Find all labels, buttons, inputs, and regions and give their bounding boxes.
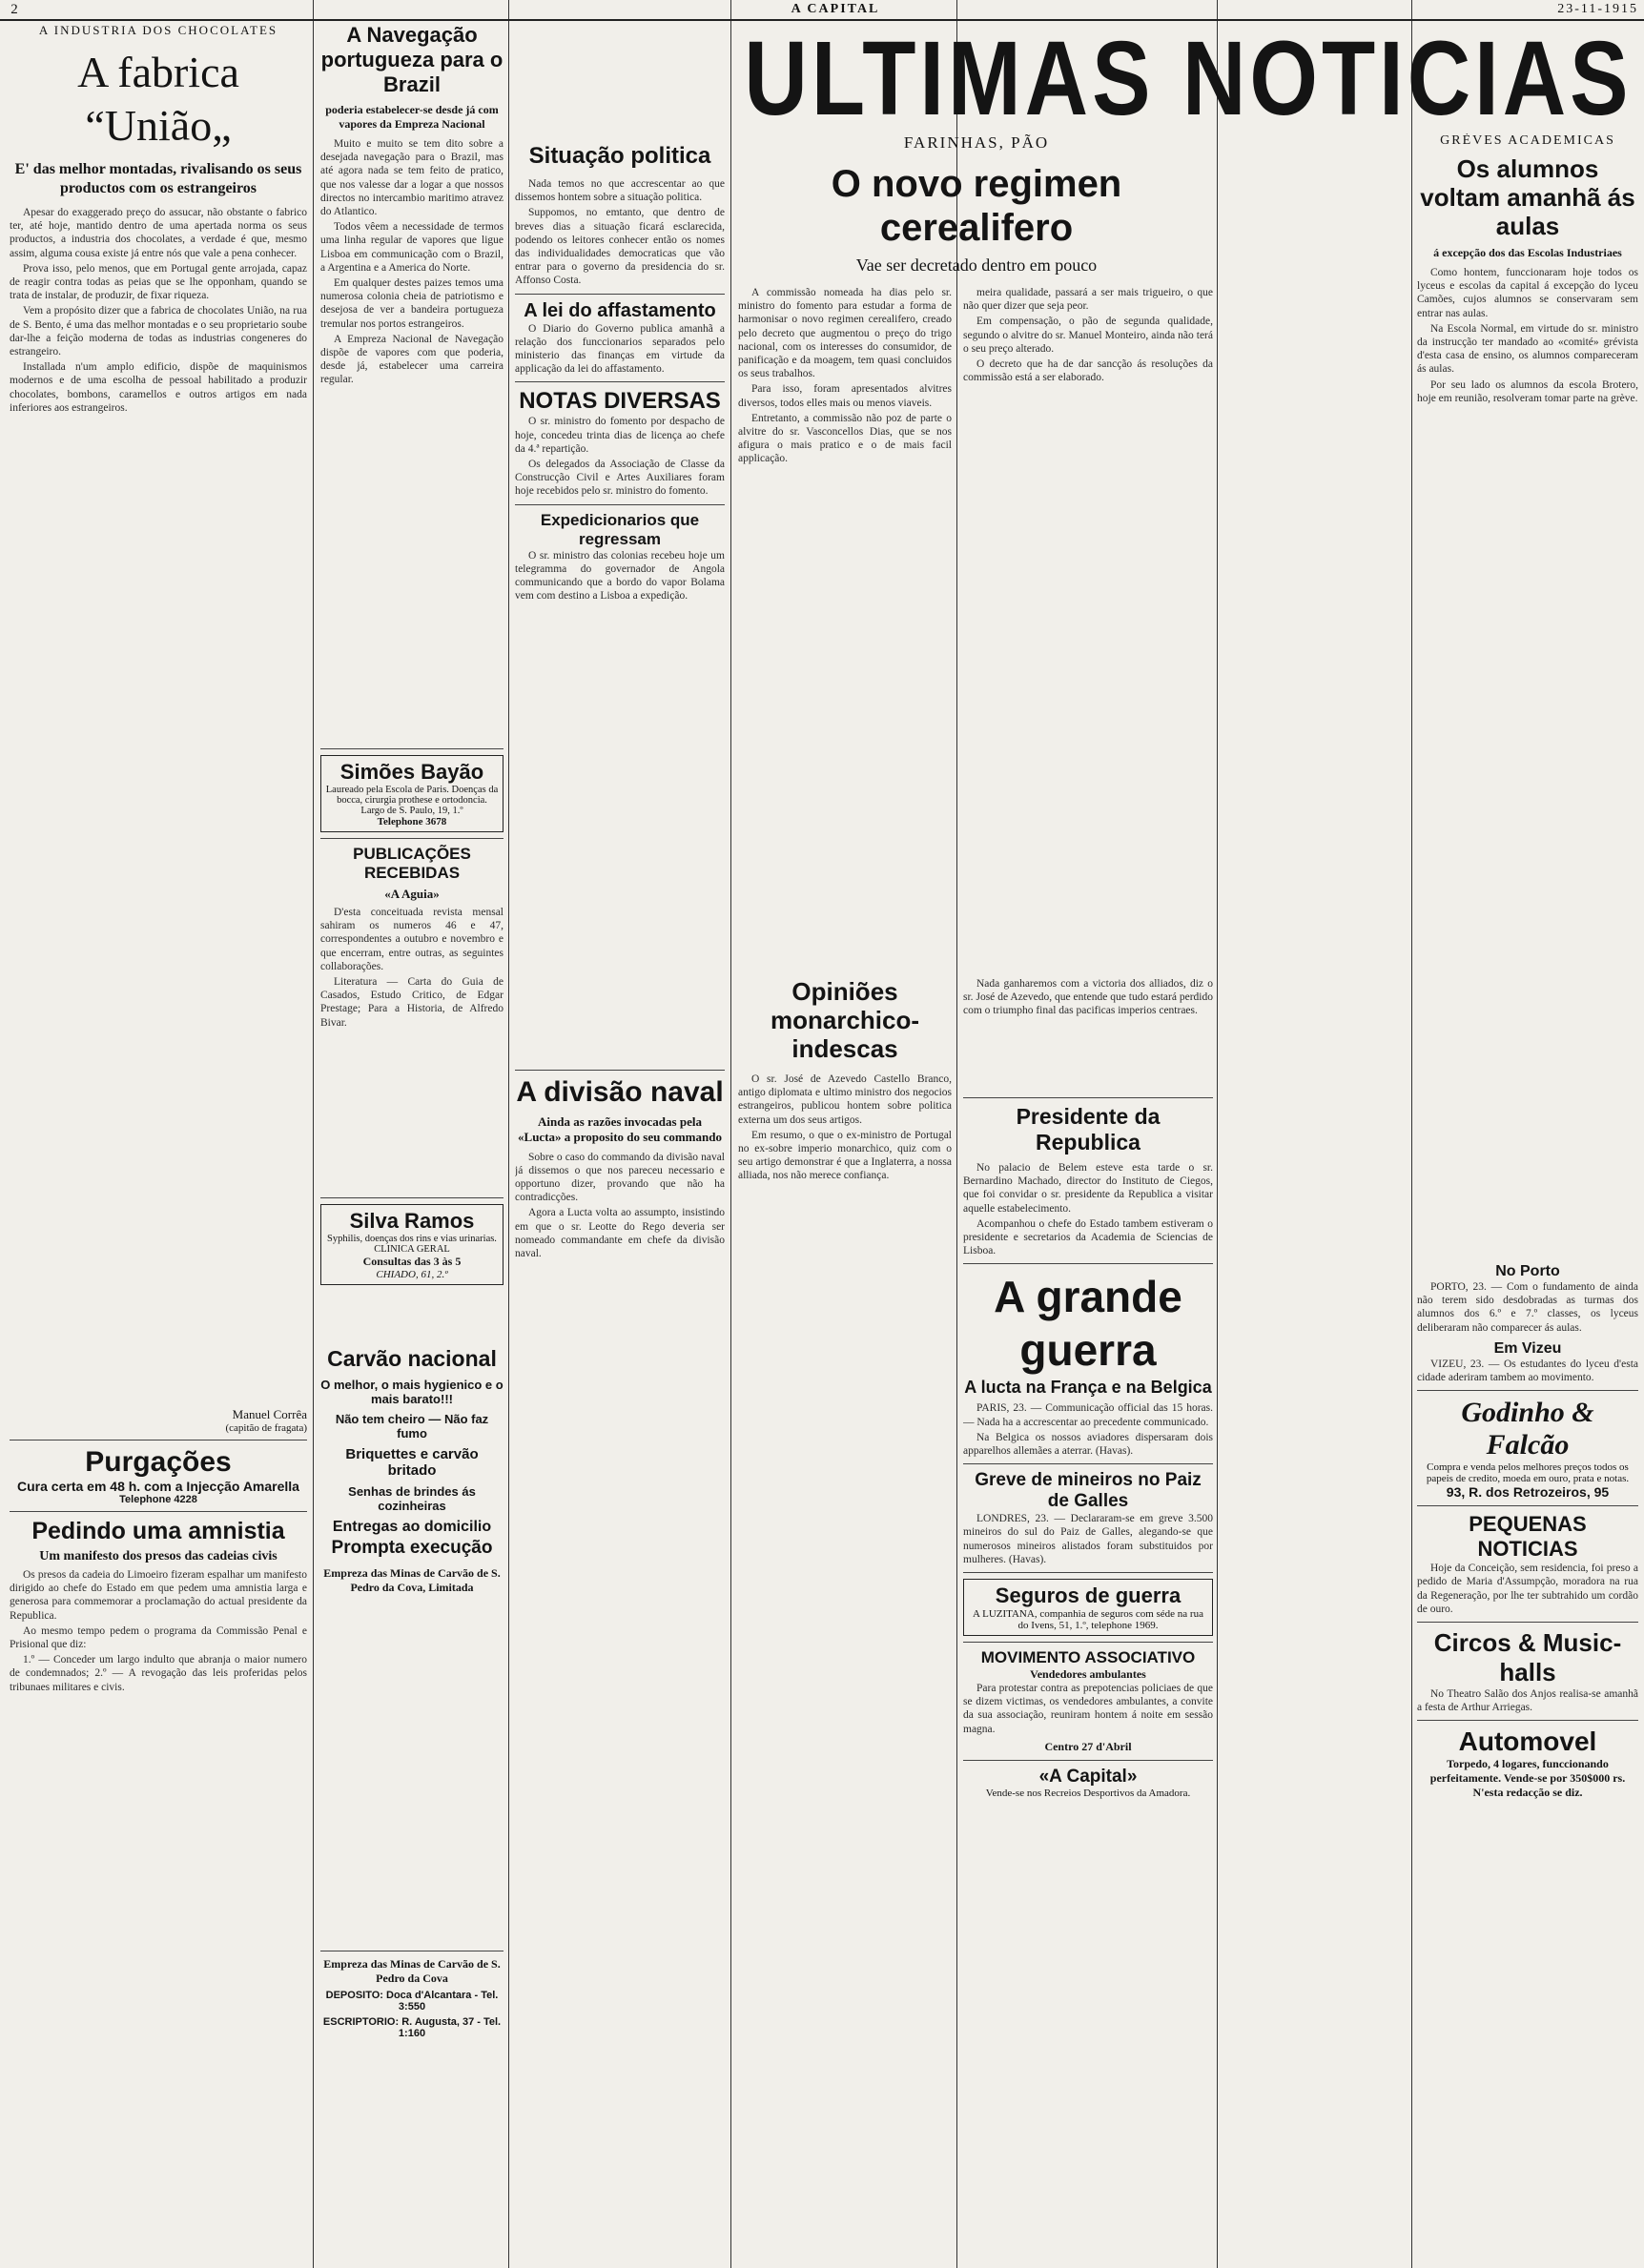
ad-line: Não tem cheiro — Não faz fumo bbox=[335, 1412, 489, 1440]
paragraph: Literatura — Carta do Guia de Casados, Estudo Critico, de Edgar Prestage; Para a Historia, de Alfredo Bivar. bbox=[320, 976, 503, 1029]
opinioes-section bbox=[738, 977, 952, 2255]
article-kicker: GRÈVES ACADEMICAS bbox=[1440, 133, 1615, 148]
paragraph: Os presos da cadeia do Limoeiro fizeram espalhar um manifesto dirigido ao chefe do Estado em que pedem uma amnistia larga e generosa para commemorar a proclamação do actual presidente da Republica. bbox=[10, 1569, 307, 1622]
paragraph: O Diario do Governo publica amanhã a relação dos funccionarios separados pelo ministerio das finanças em virtude da applicação da lei do affastamento. bbox=[515, 322, 725, 376]
paragraph: Installada n'um amplo edificio, dispõe de maquinismos modernos e de uma escolha de pessoal habilitado a produzir chocolates, bombons, caramellos e outros artigos em nada inferiores aos estrangeiros. bbox=[10, 361, 307, 414]
cereal-article-header bbox=[738, 133, 1215, 276]
paragraph: O sr. José de Azevedo Castello Branco, antigo diplomata e ultimo ministro dos negocios estrangeiros, publicou hontem sobre politica externa um dos seus artigos. bbox=[738, 1073, 952, 1126]
ad-office: ESCRIPTORIO: R. Augusta, 37 - Tel. 1:160 bbox=[322, 2016, 502, 2039]
ad-automovel-title: Automovel bbox=[1458, 1727, 1597, 1757]
column-5-lower bbox=[963, 977, 1213, 2259]
paragraph: Agora a Lucta volta ao assumpto, insistindo em que o sr. Leotte do Rego deveria ser nomeado commandante em chefe da divisão naval. bbox=[515, 1207, 725, 1260]
ad-title: Simões Bayão bbox=[339, 760, 484, 784]
section-title: No Porto bbox=[1495, 1263, 1560, 1279]
ad-body: Compra e venda pelos melhores preços todos os papeis de credito, moeda em ouro, prata e notas. bbox=[1426, 1461, 1630, 1485]
paragraph: LONDRES, 23. — Declararam-se em greve 3.500 mineiros do sul do Paiz de Galles, alegando-se que numerosos mineiros alistados foram substituidos por mulheres. (Havas). bbox=[963, 1513, 1213, 1565]
ad-line: Entregas ao domicilio bbox=[332, 1519, 492, 1535]
section-title: Em Vizeu bbox=[1493, 1339, 1562, 1357]
section-sub: Centro 27 d'Abril bbox=[1044, 1739, 1132, 1753]
paragraph: Ao mesmo tempo pedem o programa da Commissão Penal e Prisional que diz: bbox=[10, 1624, 307, 1651]
section-title: Situação politica bbox=[528, 143, 711, 169]
ad-title: Silva Ramos bbox=[349, 1209, 475, 1233]
signature: Manuel Corrêa bbox=[232, 1407, 307, 1421]
ad-purgacoes-title: Purgações bbox=[85, 1446, 232, 1478]
paragraph: D'esta conceituada revista mensal sahiram os numeros 46 e 47, correspondentes a outubro e novembro e que encerram, entre outras, as seguintes collaborações. bbox=[320, 907, 503, 972]
ad-line: Senhas de brindes ás cozinheiras bbox=[348, 1484, 476, 1513]
ad-address: CHIADO, 61, 2.º bbox=[376, 1269, 448, 1280]
ad-body: Torpedo, 4 logares, funccionando perfeitamente. Vende-se por 350$000 rs. N'esta redacção se diz. bbox=[1429, 1757, 1626, 1800]
paragraph: O decreto que ha de dar sancção ás resoluções da commissão está a ser elaborado. bbox=[963, 358, 1213, 384]
ad-body: Syphilis, doenças dos rins e vias urinarias. CLINICA GERAL bbox=[327, 1234, 497, 1255]
section-title: MOVIMENTO ASSOCIATIVO bbox=[980, 1648, 1196, 1667]
ad-body: Laureado pela Escola de Paris. Doenças da bocca, cirurgia prothese e ortodoncia. Largo de S. Paulo, 19, 1.º bbox=[325, 785, 499, 816]
paragraph: VIZEU, 23. — Os estudantes do lyceu d'esta cidade aderiram tambem ao movimento. bbox=[1417, 1358, 1638, 1384]
ad-purgacoes-body: Cura certa em 48 h. com a Injecção Amarella bbox=[17, 1479, 299, 1494]
paragraph: Vem a propósito dizer que a fabrica de chocolates União, na rua de S. Bento, é uma das melhor montadas e o seu proprietario soube dar-lhe a feição moderna de todas as industrias congeneres do estrangeiro. bbox=[10, 305, 307, 358]
section-body bbox=[963, 1161, 1213, 1257]
signature-note: (capitão de fragata) bbox=[225, 1422, 307, 1434]
section-body bbox=[738, 1073, 952, 1183]
section-deck: Um manifesto dos presos das cadeias civis bbox=[39, 1549, 277, 1563]
paragraph: Como hontem, funccionaram hoje todos os lyceus e escolas da capital á excepção do lyceu Camões, cujos alumnos se conservaram sem entrar nas aulas. bbox=[1417, 267, 1638, 319]
paragraph: 1.º — Conceder um largo indulto que abranja o maior numero de condemnados; 2.º — A revogação das leis proferidas pelos tribunaes militares e civis. bbox=[10, 1654, 307, 1693]
paragraph: Nada temos no que accrescentar ao que dissemos hontem sobre a situação politica. bbox=[515, 178, 725, 204]
section-body bbox=[963, 1682, 1213, 1736]
paragraph: Todos vêem a necessidade de termos uma linha regular de vapores que ligue Lisboa em communicação com o Brazil, a Argentina e a America do Norte. bbox=[320, 221, 503, 274]
article-kicker: A INDUSTRIA DOS CHOCOLATES bbox=[38, 23, 278, 37]
ad-godinho-falcao-title: Godinho & Falcão bbox=[1461, 1397, 1594, 1461]
paragraph: Para isso, foram apresentados alvitres diversos, todos elles mais ou menos viaveis. bbox=[738, 383, 952, 409]
paragraph: Muito e muito se tem dito sobre a desejada navegação para o Brazil, mas até agora nada se tem feito de pratico, que nos valesse dar a logar a que nossos directos no intercambio maritimo atravez do Atlantico. bbox=[320, 138, 503, 218]
section-body bbox=[963, 1512, 1213, 1566]
paragraph: Suppomos, no emtanto, que dentro de breves dias a situação ficará esclarecida, podendo os leitores conhecer então os nomes das individualidades democraticas que vão entrar para o governo da presidencia do sr. Affonso Costa. bbox=[515, 207, 725, 287]
section-body bbox=[515, 177, 725, 288]
column-2-bottom bbox=[320, 1945, 503, 2259]
issue-date: 23-11-1915 bbox=[1557, 2, 1638, 16]
article-deck: Vae ser decretado dentro em pouco bbox=[855, 255, 1098, 275]
section-title: Presidente da Republica bbox=[1016, 1104, 1161, 1154]
section-body bbox=[515, 549, 725, 1064]
cereal-article-body bbox=[738, 286, 952, 953]
section-body bbox=[1417, 1358, 1638, 1384]
column-2 bbox=[320, 23, 503, 1338]
paragraph: No palacio de Belem esteve esta tarde o sr. Bernardino Machado, director do Instituto de Ciegos, que foi convidar o sr. presidente da Republica a visitar aquelle estabelecimento. bbox=[963, 1162, 1213, 1215]
ad-body: Vende-se nos Recreios Desportivos da Amadora. bbox=[985, 1787, 1191, 1799]
paragraph: meira qualidade, passará a ser mais trigueiro, o que não quer dizer que seja peor. bbox=[963, 287, 1213, 313]
ad-phone: Telephone 3678 bbox=[377, 816, 447, 828]
paragraph: No Theatro Salão dos Anjos realisa-se amanhã a festa de Arthur Arriegas. bbox=[1417, 1688, 1638, 1714]
section-title: A divisão naval bbox=[516, 1075, 724, 1108]
ad-deposit: DEPOSITO: Doca d'Alcantara - Tel. 3:550 bbox=[325, 1990, 499, 2013]
section-body bbox=[1417, 1280, 1638, 1335]
paragraph: Os delegados da Associação de Classe da Construcção Civil e Artes Auxiliares foram hoje recebidos pelo sr. ministro do fomento. bbox=[515, 459, 725, 498]
paragraph: Na Belgica os nossos aviadores dispersaram dois apparelhos allemães a aterrar. (Havas). bbox=[963, 1431, 1213, 1458]
column-6 bbox=[1417, 133, 1638, 2264]
cereal-article-continued bbox=[963, 286, 1213, 953]
paragraph: Em compensação, o pão de segunda qualidade, segundo o alvitre do sr. Manuel Monteiro, ainda não terá o seu preço alterado. bbox=[963, 316, 1213, 355]
paragraph: Em qualquer destes paizes temos uma numerosa colonia cheia de patriotismo e desejosa de ver a bandeira portugueza tremular nos portos estrangeiros. bbox=[320, 277, 503, 330]
ad-simoes-bayao bbox=[320, 755, 503, 832]
section-deck: Ainda as razões invocadas pela «Lucta» a proposito do seu commando bbox=[518, 1114, 722, 1144]
article-title: A fabrica “União„ bbox=[77, 48, 239, 150]
ad-line: O melhor, o mais hygienico e o mais barato!!! bbox=[320, 1378, 503, 1406]
section-title: Pedindo uma amnistia bbox=[31, 1518, 285, 1544]
section-body bbox=[10, 1568, 307, 1694]
section-title: Expedicionarios que regressam bbox=[540, 510, 700, 548]
article-body bbox=[10, 206, 307, 1379]
paragraph: A commissão nomeada ha dias pelo sr. ministro do fomento para estudar a forma de harmonisar o novo regimen cerealifero, creado pelo decreto que augmentou o preço do trigo nacional, com os interesses do consumidor, de panificação e da moagem, tem quasi concluidos os seus trabalhos. bbox=[738, 287, 952, 380]
section-body bbox=[963, 1401, 1213, 1458]
article-body bbox=[320, 137, 503, 743]
article-kicker: FARINHAS, PÃO bbox=[903, 133, 1050, 152]
ad-silva-ramos bbox=[320, 1204, 503, 1285]
section-sub: Vendedores ambulantes bbox=[1030, 1667, 1146, 1682]
paragraph: Entretanto, a commissão não poz de parte o alvitre do sr. Vasconcellos Dias, que se nos afigura o mais pratico e o de mais facil applicação. bbox=[738, 412, 952, 465]
paragraph: Prova isso, pelo menos, que em Portugal gente arrojada, capaz de reagir contra todas as peias que se lhe opponham, quando se trata de instalar, de produzir, de fixar riqueza. bbox=[10, 262, 307, 302]
ad-hours: Consultas das 3 às 5 bbox=[362, 1255, 462, 1268]
column-1 bbox=[10, 23, 307, 2263]
section-title: PEQUENAS NOTICIAS bbox=[1469, 1512, 1587, 1562]
article-deck: á excepção dos das Escolas Industriaes bbox=[1433, 246, 1622, 259]
page-number: 2 bbox=[10, 2, 20, 17]
section-title: NOTAS DIVERSAS bbox=[519, 388, 721, 415]
section-body bbox=[1417, 1562, 1638, 1616]
section-title: Opiniões monarchico-indescas bbox=[770, 977, 920, 1063]
paragraph: Por seu lado os alumnos da escola Brotero, hoje em reunião, resolveram tomar parte na grève. bbox=[1417, 378, 1638, 404]
paper-name: A CAPITAL bbox=[791, 2, 880, 16]
ad-title: Carvão nacional bbox=[327, 1346, 497, 1371]
paragraph: O sr. ministro das colonias recebeu hoje um telegramma do governador de Angola communicando que a bordo do vapor Bolama vem com destino a Lisboa a expedição. bbox=[515, 549, 725, 603]
ad-address: 93, R. dos Retrozeiros, 95 bbox=[1446, 1484, 1610, 1501]
section-body bbox=[320, 906, 503, 1192]
ad-title: «A Capital» bbox=[1038, 1766, 1138, 1787]
paragraph: PARIS, 23. — Communicação official das 15 horas. — Nada ha a accrescentar ao precedente communicado. bbox=[963, 1402, 1213, 1428]
article-title: A Navegação portugueza para o Brazil bbox=[320, 23, 503, 96]
section-body bbox=[1417, 1687, 1638, 1714]
ad-line: Prompta execução bbox=[331, 1538, 493, 1558]
section-sub: «A Aguia» bbox=[384, 887, 440, 901]
article-deck: poderia estabelecer-se desde já com vapores da Empreza Nacional bbox=[325, 103, 499, 131]
ad-carvao-nacional bbox=[320, 1346, 503, 1937]
paragraph: A Empreza Nacional de Navegação dispõe de vapores com que poderia, desde já, estabelecer uma carreira regular. bbox=[320, 333, 503, 386]
paragraph: PORTO, 23. — Com o fundamento de ainda não terem sido desdobradas as turmas dos alumnos dos 6.º e 7.º classes, os lyceus deliberaram não comparecer ás aulas. bbox=[1417, 1281, 1638, 1334]
ad-title: Empreza das Minas de Carvão de S. Pedro da Cova bbox=[323, 1957, 501, 1985]
column-3 bbox=[515, 143, 725, 2259]
section-title: Circos & Music-halls bbox=[1433, 1628, 1622, 1687]
paragraph: Acompanhou o chefe do Estado tambem estiveram o presidente e secretarios da Academia de Sciencias de Lisboa. bbox=[963, 1217, 1213, 1257]
ultimas-noticias-banner: ULTIMAS NOTICIAS bbox=[744, 20, 1633, 138]
ad-title: Seguros de guerra bbox=[995, 1584, 1182, 1608]
paragraph: Na Escola Normal, em virtude do sr. ministro da instrucção ter mandado ao «comité» grévista d'esta casa de ensino, os alumnos compareceram ás aulas. bbox=[1417, 322, 1638, 376]
ad-purgacoes-phone: Telephone 4228 bbox=[119, 1494, 197, 1505]
ad-line: Empreza das Minas de Carvão de S. Pedro da Cova, Limitada bbox=[323, 1566, 501, 1594]
ad-body: A LUZITANA, companhia de seguros com séde na rua do Ivens, 51, 1.º, telephone 1969. bbox=[973, 1608, 1203, 1632]
paragraph: Apesar do exaggerado preço do assucar, não obstante o fabrico ter, até hoje, mantido dentro de uma apertada norma os seus productos, a industria dos chocolates, a verdade é que, mesmo assim, alguma cousa existe já entre nós que vale a pena conhecer. bbox=[10, 207, 307, 259]
article-title: O novo regimen cerealifero bbox=[831, 163, 1122, 249]
ad-line: Briquettes e carvão britado bbox=[345, 1446, 479, 1479]
section-body bbox=[515, 1151, 725, 1261]
paragraph: Sobre o caso do commando da divisão naval já dissemos o que nos pareceu necessario e opportuno dizer, provando que não ha contradicções. bbox=[515, 1151, 725, 1204]
paragraph: O sr. ministro do fomento por despacho de hoje, concedeu trinta dias de licença ao chefe da 4.ª repartição. bbox=[515, 416, 725, 455]
section-title: Greve de mineiros no Paiz de Galles bbox=[975, 1470, 1202, 1512]
grande-guerra-banner: A grande guerra bbox=[994, 1272, 1182, 1376]
section-body bbox=[515, 415, 725, 498]
paragraph: Hoje da Conceição, sem residencia, foi preso a pedido de Maria d'Assumpção, moradora na rua da Regeneração, por lhe ter subtrahido um cordão de ouro. bbox=[1417, 1563, 1638, 1615]
section-title: A lucta na França e na Belgica bbox=[964, 1378, 1212, 1398]
article-body bbox=[1417, 266, 1638, 1257]
article-title: Os alumnos voltam amanhã ás aulas bbox=[1420, 154, 1635, 240]
paragraph: Para protestar contra as prepotencias policiaes de que se dizem victimas, os vendedores ambulantes, a convite da sua associação, reuniram hontem á noite em sessão magna. bbox=[963, 1683, 1213, 1735]
section-body bbox=[515, 322, 725, 377]
section-title: A lei do affastamento bbox=[524, 299, 716, 321]
paragraph: Em resumo, o que o ex-ministro de Portugal no ex-sobre imperio monarchico, quiz com o seu artigo demonstrar é que a Inglaterra, a nossa alliada, nos não merece confiança. bbox=[738, 1129, 952, 1182]
section-title: PUBLICAÇÕES RECEBIDAS bbox=[353, 845, 471, 882]
article-deck: E' das melhor montadas, rivalisando os seus productos com os estrangeiros bbox=[14, 161, 302, 196]
ad-seguros-guerra bbox=[963, 1579, 1213, 1636]
opinioes-continued bbox=[963, 977, 1213, 1092]
paragraph: Nada ganharemos com a victoria dos alliados, diz o sr. José de Azevedo, que entende que tudo estará perdido com o triumpho final das pacificas imperios centraes. bbox=[963, 978, 1213, 1017]
